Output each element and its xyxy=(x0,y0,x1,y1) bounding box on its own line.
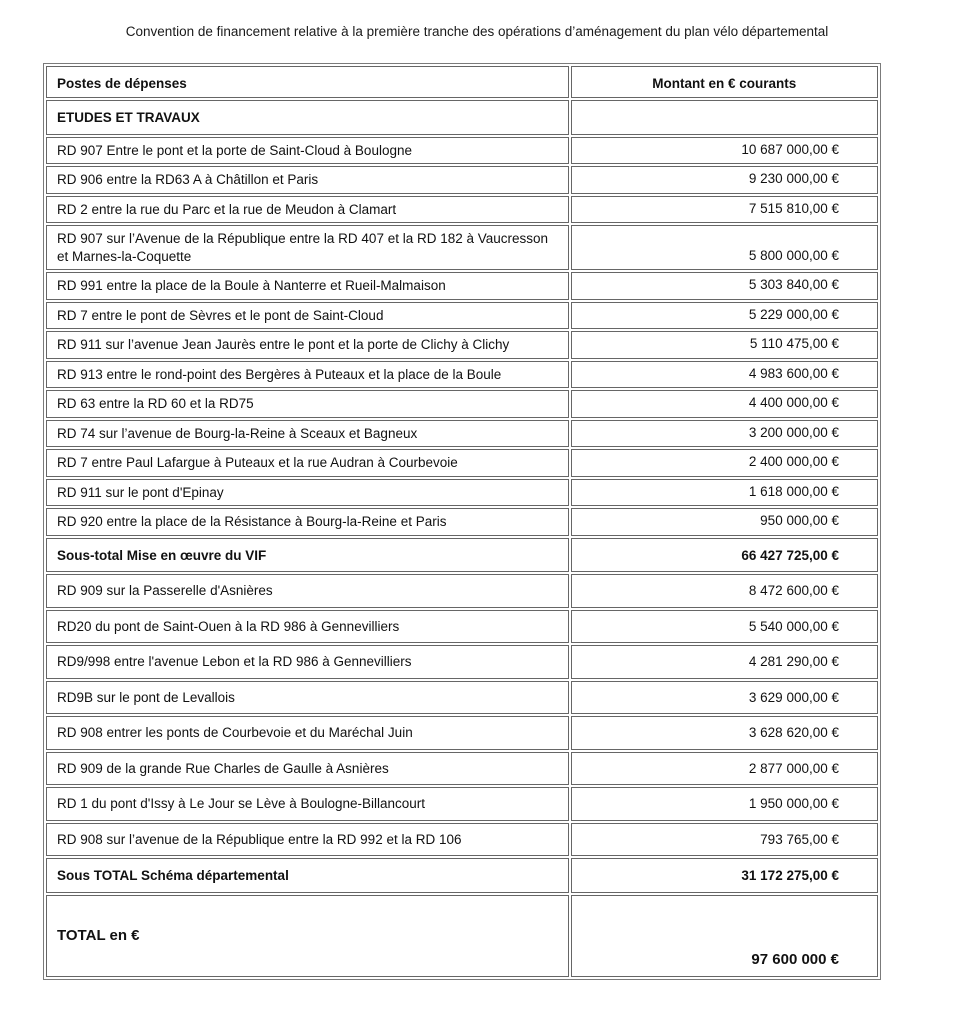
expenses-table xyxy=(43,63,881,980)
table-row xyxy=(46,508,878,536)
table-row xyxy=(46,272,878,300)
table-row xyxy=(46,302,878,330)
table-row xyxy=(46,196,878,224)
amount-cell: 7 515 810,00 € xyxy=(571,196,878,224)
expense-label-cell: RD 911 sur le pont d'Epinay xyxy=(46,479,569,507)
expense-label-cell: RD 906 entre la RD63 A à Châtillon et Paris xyxy=(46,166,569,194)
amount-cell: 1 618 000,00 € xyxy=(571,479,878,507)
document-title: Convention de financement relative à la première tranche des opérations d’aménagement du plan vélo départemental xyxy=(125,24,829,39)
expense-label-cell: RD 7 entre le pont de Sèvres et le pont de Saint-Cloud xyxy=(46,302,569,330)
amount-cell: 950 000,00 € xyxy=(571,508,878,536)
column-header-postes: Postes de dépenses xyxy=(46,66,569,98)
amount-cell: 2 400 000,00 € xyxy=(571,449,878,477)
amount-cell: 4 281 290,00 € xyxy=(571,645,878,679)
amount-cell: 2 877 000,00 € xyxy=(571,752,878,786)
table-row xyxy=(46,225,878,270)
expense-label-cell: Sous TOTAL Schéma départemental xyxy=(46,858,569,893)
amount-cell: 5 800 000,00 € xyxy=(571,225,878,270)
amount-cell: 97 600 000 € xyxy=(571,895,878,977)
table-row xyxy=(46,449,878,477)
table-row xyxy=(46,166,878,194)
expense-label-cell: RD20 du pont de Saint-Ouen à la RD 986 à Gennevilliers xyxy=(46,610,569,644)
table-row xyxy=(46,390,878,418)
amount-cell: 31 172 275,00 € xyxy=(571,858,878,893)
table-row xyxy=(46,479,878,507)
expense-label-cell: ETUDES ET TRAVAUX xyxy=(46,100,569,135)
table-row xyxy=(46,716,878,750)
expense-label-cell: RD 63 entre la RD 60 et la RD75 xyxy=(46,390,569,418)
expense-label-cell: RD 2 entre la rue du Parc et la rue de Meudon à Clamart xyxy=(46,196,569,224)
amount-cell: 5 229 000,00 € xyxy=(571,302,878,330)
amount-cell: 8 472 600,00 € xyxy=(571,574,878,608)
expense-label-cell: RD 907 sur l’Avenue de la République entre la RD 407 et la RD 182 à Vaucresson et Marnes-la-Coquette xyxy=(46,225,569,270)
expense-label-cell: RD 74 sur l’avenue de Bourg-la-Reine à Sceaux et Bagneux xyxy=(46,420,569,448)
table-header-row xyxy=(46,66,878,98)
amount-cell xyxy=(571,100,878,135)
table-row xyxy=(46,420,878,448)
amount-cell: 793 765,00 € xyxy=(571,823,878,857)
table-row xyxy=(46,574,878,608)
amount-cell: 5 110 475,00 € xyxy=(571,331,878,359)
table-row xyxy=(46,610,878,644)
table-row xyxy=(46,331,878,359)
expense-label-cell: RD9B sur le pont de Levallois xyxy=(46,681,569,715)
table-row xyxy=(46,752,878,786)
expense-label-cell: RD 908 sur l’avenue de la République entre la RD 992 et la RD 106 xyxy=(46,823,569,857)
subtotal-row xyxy=(46,858,878,893)
column-header-montant: Montant en € courants xyxy=(571,66,878,98)
amount-cell: 4 400 000,00 € xyxy=(571,390,878,418)
expense-label-cell: Sous-total Mise en œuvre du VIF xyxy=(46,538,569,573)
expense-label-cell: RD 909 de la grande Rue Charles de Gaulle à Asnières xyxy=(46,752,569,786)
amount-cell: 3 628 620,00 € xyxy=(571,716,878,750)
amount-cell: 10 687 000,00 € xyxy=(571,137,878,165)
amount-cell: 66 427 725,00 € xyxy=(571,538,878,573)
expense-label-cell: RD 991 entre la place de la Boule à Nanterre et Rueil-Malmaison xyxy=(46,272,569,300)
amount-cell: 9 230 000,00 € xyxy=(571,166,878,194)
expense-label-cell: RD 907 Entre le pont et la porte de Saint-Cloud à Boulogne xyxy=(46,137,569,165)
amount-cell: 1 950 000,00 € xyxy=(571,787,878,821)
amount-cell: 5 540 000,00 € xyxy=(571,610,878,644)
expense-label-cell: RD 908 entrer les ponts de Courbevoie et du Maréchal Juin xyxy=(46,716,569,750)
table-row xyxy=(46,645,878,679)
table-row xyxy=(46,137,878,165)
table-row xyxy=(46,681,878,715)
table-row xyxy=(46,361,878,389)
expense-label-cell: RD 913 entre le rond-point des Bergères à Puteaux et la place de la Boule xyxy=(46,361,569,389)
expense-label-cell: RD9/998 entre l'avenue Lebon et la RD 986 à Gennevilliers xyxy=(46,645,569,679)
expense-label-cell: RD 1 du pont d'Issy à Le Jour se Lève à Boulogne-Billancourt xyxy=(46,787,569,821)
expense-label-cell: RD 909 sur la Passerelle d'Asnières xyxy=(46,574,569,608)
expense-label-cell: RD 911 sur l’avenue Jean Jaurès entre le pont et la porte de Clichy à Clichy xyxy=(46,331,569,359)
amount-cell: 3 629 000,00 € xyxy=(571,681,878,715)
amount-cell: 4 983 600,00 € xyxy=(571,361,878,389)
table-row xyxy=(46,787,878,821)
total-row xyxy=(46,895,878,977)
expense-label-cell: TOTAL en € xyxy=(46,895,569,977)
table-row xyxy=(46,823,878,857)
subtotal-row xyxy=(46,538,878,573)
expense-label-cell: RD 920 entre la place de la Résistance à Bourg-la-Reine et Paris xyxy=(46,508,569,536)
amount-cell: 3 200 000,00 € xyxy=(571,420,878,448)
expense-label-cell: RD 7 entre Paul Lafargue à Puteaux et la rue Audran à Courbevoie xyxy=(46,449,569,477)
section-header-row xyxy=(46,100,878,135)
amount-cell: 5 303 840,00 € xyxy=(571,272,878,300)
